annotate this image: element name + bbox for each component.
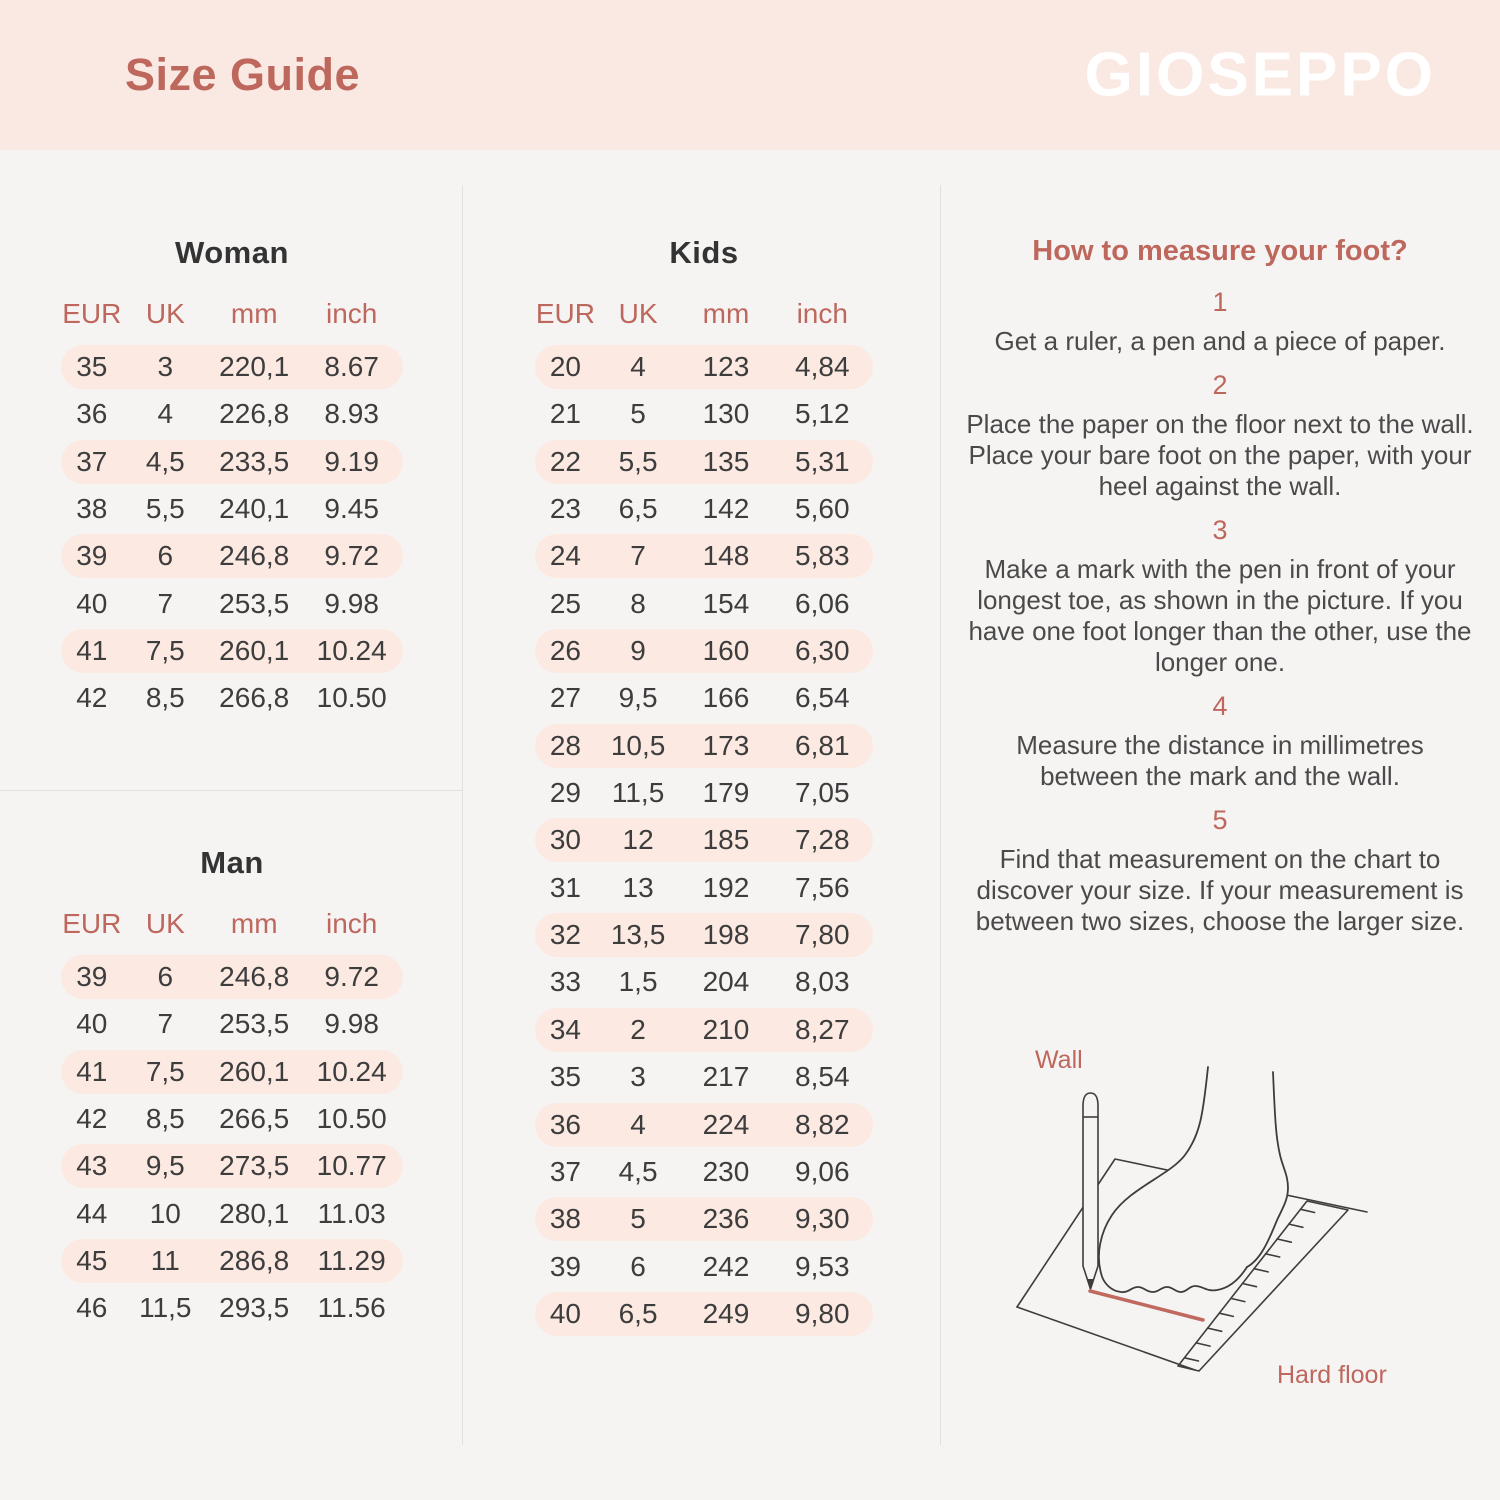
size-cell: 4,84: [795, 351, 850, 382]
size-cell: 39: [549, 1250, 581, 1282]
size-cell: 266,5: [219, 1103, 290, 1135]
col-header-uk: UK: [618, 298, 658, 329]
size-cell: 166: [702, 682, 750, 714]
column-divider: [940, 185, 941, 1445]
header-bar: [0, 0, 1500, 150]
size-row: [535, 913, 873, 957]
brand-logo: GIOSEPPO: [1084, 40, 1436, 110]
size-cell: 5,12: [795, 398, 850, 430]
size-cell: 13,5: [610, 919, 666, 951]
col-header-uk: UK: [145, 298, 185, 329]
page-title: Size Guide: [125, 49, 361, 100]
step-number: 5: [1212, 805, 1228, 835]
size-cell: 6,54: [795, 682, 850, 714]
size-cell: 12: [622, 824, 654, 856]
size-cell: 34: [549, 1013, 581, 1045]
step-text: Measure the distance in millimetres between the mark and the wall.: [1016, 730, 1424, 791]
size-cell: 9.72: [324, 961, 379, 992]
size-cell: 10.50: [316, 682, 387, 714]
instructions-title: How to measure your foot?: [1032, 235, 1408, 267]
size-cell: 25: [549, 587, 581, 619]
size-cell: 6,5: [618, 1297, 658, 1329]
size-cell: 40: [76, 1008, 108, 1040]
size-cell: 46: [76, 1292, 108, 1324]
col-header-inch: inch: [796, 298, 848, 329]
step-text: Find that measurement on the chart to discover your size. If your measurement is between two sizes, choose the larger size.: [975, 844, 1465, 936]
size-cell: 1,5: [618, 966, 658, 998]
size-cell: 6: [157, 540, 174, 572]
column-divider: [462, 185, 463, 1445]
size-cell: 45: [76, 1245, 108, 1277]
size-cell: 7,56: [795, 871, 850, 903]
size-row: [535, 771, 873, 815]
step-number: 2: [1212, 370, 1228, 400]
step-text: Place the paper on the floor next to the wall. Place your bare foot on the paper, with your heel against the wall.: [966, 409, 1474, 501]
size-row: [535, 818, 873, 862]
size-row: [535, 1103, 873, 1147]
size-cell: 8,03: [795, 966, 850, 998]
table-title-woman: Woman: [175, 235, 289, 270]
size-cell: 280,1: [219, 1197, 290, 1229]
size-cell: 37: [76, 445, 108, 477]
size-row: [61, 955, 403, 999]
size-cell: 142: [702, 493, 750, 525]
size-cell: 9,5: [145, 1150, 185, 1182]
size-row: [535, 1197, 873, 1241]
size-cell: 40: [549, 1297, 581, 1329]
size-cell: 198: [702, 919, 750, 951]
size-cell: 9.19: [324, 445, 379, 477]
col-header-uk: UK: [145, 908, 185, 939]
size-cell: 233,5: [219, 445, 290, 477]
pencil: [1083, 1093, 1098, 1289]
size-row: [535, 440, 873, 484]
col-header-eur: EUR: [535, 298, 595, 329]
size-row: [61, 1239, 403, 1283]
size-cell: 43: [76, 1150, 108, 1182]
size-cell: 42: [76, 682, 108, 714]
size-cell: 9,30: [795, 1203, 850, 1235]
size-row: [535, 960, 873, 1004]
table-title-man: Man: [200, 845, 264, 880]
size-cell: 11: [150, 1245, 180, 1277]
size-cell: 11,5: [611, 777, 665, 809]
size-cell: 266,8: [219, 682, 290, 714]
size-cell: 9,53: [795, 1250, 850, 1282]
size-row: [61, 629, 403, 673]
size-cell: 4: [157, 398, 174, 430]
size-cell: 37: [549, 1155, 581, 1187]
size-cell: 39: [76, 540, 108, 572]
size-cell: 9,06: [795, 1155, 850, 1187]
size-cell: 5,83: [795, 540, 850, 572]
size-row: [535, 345, 873, 389]
size-cell: 173: [702, 729, 750, 761]
size-cell: 220,1: [219, 351, 290, 382]
size-cell: 10: [149, 1197, 181, 1229]
table-body: [61, 955, 403, 1330]
col-header-mm: mm: [702, 298, 750, 329]
col-header-mm: mm: [230, 908, 278, 939]
size-row: [535, 582, 873, 626]
size-cell: 6,06: [795, 587, 850, 619]
size-cell: 236: [702, 1203, 750, 1235]
size-cell: 7,28: [795, 824, 850, 856]
size-row: [535, 1150, 873, 1194]
size-cell: 44: [76, 1197, 108, 1229]
size-cell: 41: [76, 1055, 108, 1087]
col-header-eur: EUR: [62, 298, 122, 329]
foot-measure-diagram: [960, 1020, 1500, 1500]
size-cell: 4: [630, 1108, 646, 1140]
size-cell: 7,5: [145, 635, 185, 667]
table-header-row: [535, 289, 873, 339]
size-cell: 9: [630, 635, 646, 667]
size-row: [535, 866, 873, 910]
size-cell: 226,8: [219, 398, 290, 430]
size-cell: 22: [549, 445, 581, 477]
size-cell: 8,82: [795, 1108, 850, 1140]
size-cell: 31: [549, 871, 581, 903]
size-cell: 9,5: [618, 682, 658, 714]
step-text: Make a mark with the pen in front of your longest toe, as shown in the picture. If you have one foot longer than the other, use the longer one.: [968, 554, 1472, 677]
size-cell: 260,1: [219, 1055, 290, 1087]
size-cell: 32: [549, 919, 581, 951]
size-cell: 210: [702, 1013, 750, 1045]
size-cell: 42: [76, 1103, 108, 1135]
size-cell: 35: [76, 351, 108, 382]
size-cell: 8,5: [145, 1103, 185, 1135]
foot-fill: [1099, 1067, 1288, 1292]
size-cell: 38: [76, 493, 108, 525]
size-cell: 8,27: [795, 1013, 850, 1045]
size-cell: 3: [157, 351, 174, 382]
kids-size-table: [535, 228, 873, 1339]
size-cell: 24: [549, 540, 581, 572]
wall-label: Wall: [1035, 1046, 1083, 1074]
size-cell: 160: [702, 635, 750, 667]
size-cell: 246,8: [219, 540, 290, 572]
col-header-inch: inch: [325, 298, 378, 329]
size-cell: 23: [549, 493, 581, 525]
size-cell: 192: [702, 871, 750, 903]
size-cell: 40: [76, 587, 108, 619]
size-cell: 9.45: [324, 493, 379, 525]
size-cell: 224: [702, 1108, 750, 1140]
size-cell: 10.77: [316, 1150, 387, 1182]
measure-instructions: [965, 234, 1475, 937]
size-row: [61, 1192, 403, 1236]
size-cell: 6,30: [795, 635, 850, 667]
size-cell: 8: [630, 587, 646, 619]
size-cell: 5,31: [795, 445, 850, 477]
size-cell: 28: [549, 729, 581, 761]
size-row: [535, 1055, 873, 1099]
size-cell: 8.93: [324, 398, 379, 430]
size-cell: 5,5: [618, 445, 658, 477]
size-cell: 10.24: [316, 635, 387, 667]
size-row: [61, 1002, 403, 1046]
size-cell: 5: [630, 1203, 646, 1235]
size-cell: 130: [702, 398, 750, 430]
size-row: [61, 345, 403, 389]
size-cell: 3: [630, 1061, 646, 1093]
col-header-mm: mm: [230, 298, 278, 329]
size-cell: 10,5: [610, 729, 666, 761]
instructions-steps: [965, 286, 1475, 937]
table-header-row: [61, 899, 403, 949]
size-cell: 26: [549, 635, 581, 667]
size-row: [535, 392, 873, 436]
col-header-inch: inch: [325, 908, 378, 939]
size-row: [61, 534, 403, 578]
size-cell: 249: [702, 1297, 750, 1329]
size-cell: 4: [630, 351, 646, 382]
size-cell: 204: [702, 966, 750, 998]
size-cell: 260,1: [219, 635, 290, 667]
size-cell: 41: [76, 635, 108, 667]
size-cell: 4,5: [145, 445, 185, 477]
size-cell: 13: [622, 871, 654, 903]
size-cell: 9.98: [324, 587, 379, 619]
size-cell: 179: [702, 777, 750, 809]
size-cell: 36: [549, 1108, 581, 1140]
size-cell: 6: [157, 961, 174, 992]
size-cell: 242: [702, 1250, 750, 1282]
size-cell: 10.50: [316, 1103, 387, 1135]
size-cell: 38: [549, 1203, 581, 1235]
col-header-eur: EUR: [62, 908, 122, 939]
size-cell: 5,5: [145, 493, 185, 525]
size-row: [61, 1097, 403, 1141]
size-row: [535, 534, 873, 578]
size-cell: 293,5: [219, 1292, 290, 1324]
size-row: [61, 1144, 403, 1188]
table-body: [535, 345, 873, 1336]
size-row: [535, 1008, 873, 1052]
size-row: [61, 1050, 403, 1094]
size-cell: 11,5: [139, 1292, 192, 1324]
size-cell: 240,1: [219, 493, 290, 525]
size-cell: 7,5: [145, 1055, 185, 1087]
step-text: Get a ruler, a pen and a piece of paper.: [994, 326, 1446, 356]
size-cell: 154: [702, 587, 750, 619]
size-row: [61, 582, 403, 626]
size-cell: 273,5: [219, 1150, 290, 1182]
size-cell: 6: [630, 1250, 646, 1282]
table-body: [61, 345, 403, 720]
size-cell: 11.56: [317, 1292, 386, 1324]
size-cell: 230: [702, 1155, 750, 1187]
size-cell: 27: [549, 682, 581, 714]
size-cell: 185: [702, 824, 750, 856]
size-row: [61, 676, 403, 720]
size-cell: 33: [549, 966, 581, 998]
size-cell: 5,60: [795, 493, 850, 525]
size-cell: 9.98: [324, 1008, 379, 1040]
size-cell: 135: [702, 445, 750, 477]
size-cell: 8.67: [324, 351, 379, 382]
size-row: [535, 1245, 873, 1289]
size-cell: 9.72: [324, 540, 379, 572]
size-cell: 286,8: [219, 1245, 290, 1277]
table-title-kids: Kids: [669, 235, 739, 270]
size-row: [535, 676, 873, 720]
size-cell: 7: [157, 1008, 174, 1040]
woman-man-divider: [0, 790, 462, 791]
size-cell: 7: [630, 540, 646, 572]
size-cell: 4,5: [618, 1155, 658, 1187]
size-cell: 7,05: [795, 777, 850, 809]
size-cell: 30: [549, 824, 581, 856]
size-cell: 8,54: [795, 1061, 850, 1093]
size-cell: 11.29: [317, 1245, 386, 1277]
size-cell: 7,80: [795, 919, 850, 951]
size-cell: 5: [630, 398, 646, 430]
size-cell: 2: [630, 1013, 646, 1045]
size-cell: 253,5: [219, 1008, 290, 1040]
size-row: [535, 1292, 873, 1336]
size-cell: 246,8: [219, 961, 290, 992]
hard-floor-label: Hard floor: [1277, 1361, 1387, 1389]
size-cell: 20: [549, 351, 581, 382]
size-cell: 6,5: [618, 493, 658, 525]
size-cell: 9,80: [795, 1297, 850, 1329]
size-row: [535, 724, 873, 768]
size-cell: 36: [76, 398, 108, 430]
size-cell: 21: [549, 398, 581, 430]
step-number: 1: [1212, 287, 1228, 317]
man-size-table: [61, 838, 403, 1334]
size-cell: 7: [157, 587, 174, 619]
size-cell: 253,5: [219, 587, 290, 619]
size-row: [535, 487, 873, 531]
step-number: 3: [1212, 515, 1228, 545]
size-cell: 6,81: [795, 729, 850, 761]
size-row: [535, 629, 873, 673]
size-cell: 11.03: [317, 1197, 386, 1229]
step-number: 4: [1212, 691, 1228, 721]
size-cell: 29: [549, 777, 581, 809]
size-cell: 10.24: [316, 1055, 387, 1087]
size-cell: 35: [549, 1061, 581, 1093]
size-cell: 8,5: [145, 682, 185, 714]
size-cell: 39: [76, 961, 108, 992]
size-row: [61, 392, 403, 436]
woman-size-table: [61, 228, 403, 724]
mark-line: [1090, 1291, 1203, 1320]
size-cell: 123: [702, 351, 750, 382]
size-row: [61, 1286, 403, 1330]
table-header-row: [61, 289, 403, 339]
size-cell: 148: [702, 540, 750, 572]
size-row: [61, 440, 403, 484]
size-cell: 217: [702, 1061, 750, 1093]
size-row: [61, 487, 403, 531]
